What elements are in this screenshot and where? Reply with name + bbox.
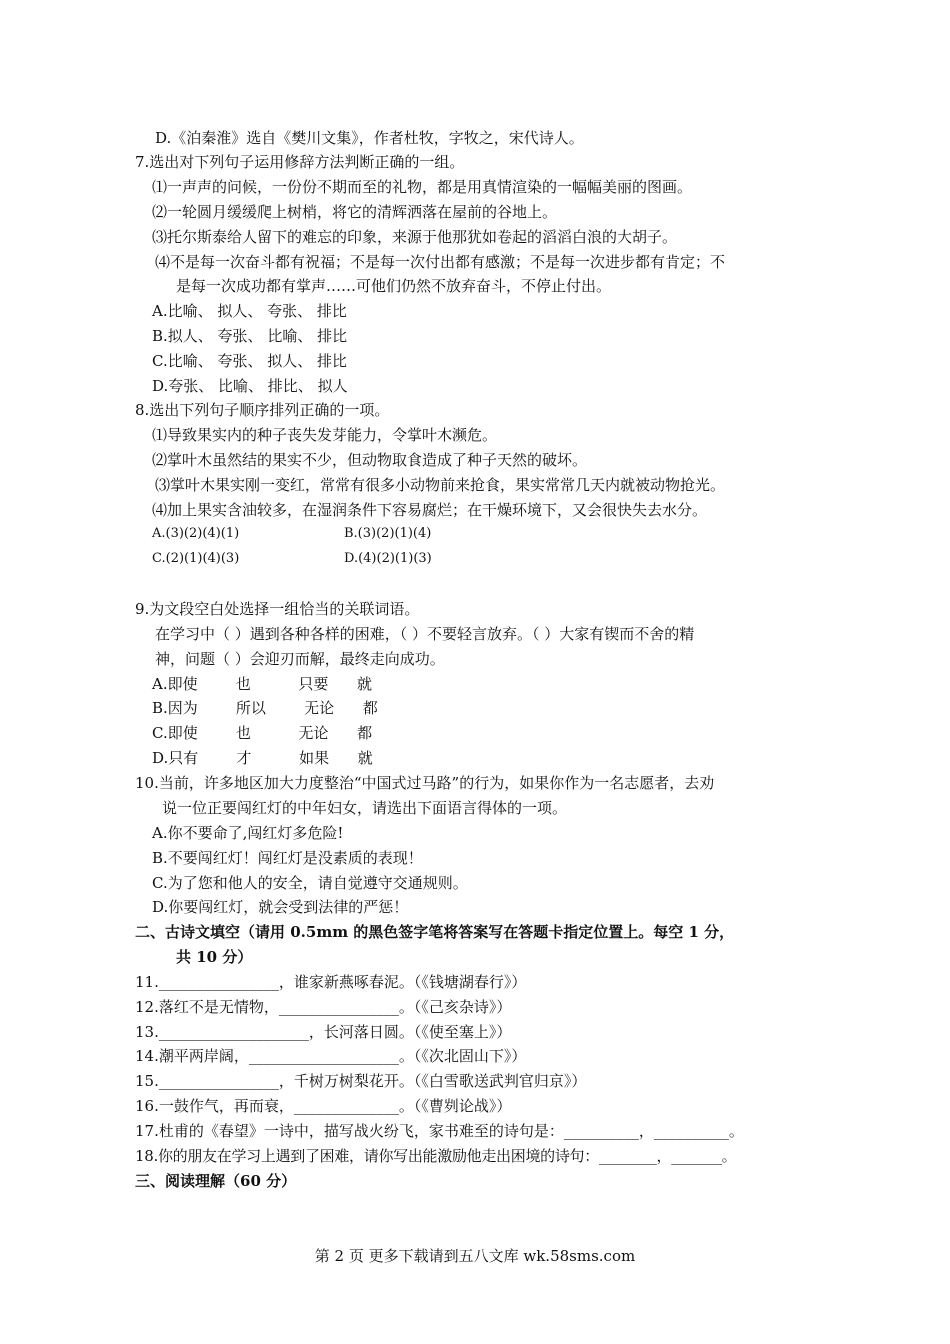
q8-option-d: D.(4)(2)(1)(3) [344,551,432,566]
q6-option-d: D.《泊秦淮》选自《樊川文集》，作者杜牧，字牧之，宋代诗人。 [155,129,584,147]
q17: 17.杜甫的《春望》一诗中，描写战火纷飞，家书难至的诗句是：__________，__________。 [135,1122,744,1140]
q10-option-b: B.不要闯红灯！闯红灯是没素质的表现！ [152,849,423,867]
q9-passage-1: 在学习中（ ）遇到各种各样的困难，（ ）不要轻言放弃。（ ）大家有锲而不舍的精 [155,625,695,643]
section2-title-2: 共 10 分） [176,948,253,966]
q14: 14.潮平两岸阔，____________________。（《次北固山下》） [135,1047,527,1065]
q9-option-b: B.因为 所以 无论 都 [152,699,378,717]
q8-option-b: B.(3)(2)(1)(4) [344,526,432,541]
q16: 16.一鼓作气，再而衰，______________。（《曹刿论战》） [135,1097,512,1115]
q7-sentence-4a: ⑷不是每一次奋斗都有祝福；不是每一次付出都有感激；不是每一次进步都有肯定；不 [155,253,726,271]
q7-sentence-2: ⑵一轮圆月缓缓爬上树梢，将它的清辉洒落在屋前的谷地上。 [152,203,558,221]
q8-option-a: A.(3)(2)(4)(1) [152,526,240,541]
q10-option-c: C.为了您和他人的安全，请自觉遵守交通规则。 [152,874,468,892]
q7-sentence-4b: 是每一次成功都有掌声……可他们仍然不放弃奋斗，不停止付出。 [176,277,612,295]
q7-stem: 7.选出对下列句子运用修辞方法判断正确的一组。 [135,153,465,171]
q9-stem: 9.为文段空白处选择一组恰当的关联词语。 [135,600,420,618]
q7-sentence-3: ⑶托尔斯泰给人留下的难忘的印象，来源于他那犹如卷起的滔滔白浪的大胡子。 [152,228,678,246]
q10-option-a: A.你不要命了,闯红灯多危险! [152,824,344,842]
q7-option-a: A.比喻、 拟人、 夸张、 排比 [152,302,347,320]
q13: 13.____________________，长河落日圆。（《使至塞上》） [135,1023,512,1041]
section3-title: 三、阅读理解（60 分） [135,1172,297,1190]
q18: 18.你的朋友在学习上遇到了困难，请你写出能激励他走出困境的诗句：________，_______。 [135,1147,737,1165]
q11: 11.________________，谁家新燕啄春泥。（《钱塘湖春行》） [135,973,527,991]
q9-option-d: D.只有 才 如果 就 [152,749,373,767]
q8-option-c: C.(2)(1)(4)(3) [152,551,240,566]
q7-sentence-1: ⑴一声声的问候，一份份不期而至的礼物，都是用真情渲染的一幅幅美丽的图画。 [152,178,693,196]
q9-option-a: A.即使 也 只要 就 [152,675,373,693]
q9-passage-2: 神，问题（ ）会迎刃而解，最终走向成功。 [155,650,445,668]
q12: 12.落红不是无情物，________________。（《己亥杂诗》） [135,998,512,1016]
q15: 15.________________，千树万树梨花开。（《白雪歌送武判官归京》） [135,1072,587,1090]
q8-sentence-2: ⑵掌叶木虽然结的果实不少，但动物取食造成了种子天然的破坏。 [152,451,588,469]
q7-option-c: C.比喻、 夸张、 拟人、 排比 [152,352,348,370]
q10-stem-1: 10.当前，许多地区加大力度整治“中国式过马路”的行为，如果你作为一名志愿者，去劝 [135,774,715,792]
q8-sentence-1: ⑴导致果实内的种子丧失发芽能力，令掌叶木濒危。 [152,426,498,444]
q8-sentence-4: ⑷加上果实含油较多，在湿润条件下容易腐烂；在干燥环境下，又会很快失去水分。 [152,501,708,519]
q7-option-d: D.夸张、 比喻、 排比、 拟人 [152,377,348,395]
q8-sentence-3: ⑶掌叶木果实刚一变红，常常有很多小动物前来抢食，果实常常几天内就被动物抢光。 [155,476,726,494]
q9-option-c: C.即使 也 无论 都 [152,724,373,742]
q7-option-b: B.拟人、 夸张、 比喻、 排比 [152,327,348,345]
page-footer: 第 2 页 更多下载请到五八文库 wk.58sms.com [314,1247,636,1265]
q10-option-d: D.你要闯红灯，就会受到法律的严惩！ [152,898,409,916]
section2-title-1: 二、古诗文填空（请用 0.5mm 的黑色签字笔将答案写在答题卡指定位置上。每空 1 分， [135,923,735,941]
q10-stem-2: 说一位正要闯红灯的中年妇女，请选出下面语言得体的一项。 [162,799,568,817]
q8-stem: 8.选出下列句子顺序排列正确的一项。 [135,401,390,419]
